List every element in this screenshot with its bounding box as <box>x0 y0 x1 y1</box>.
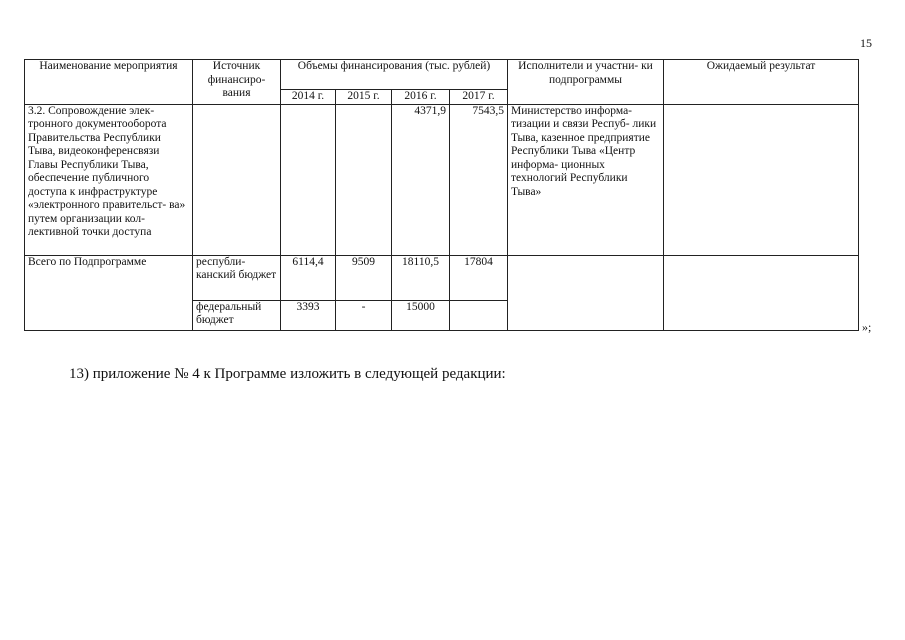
total-federal-2015: - <box>336 300 392 330</box>
total-federal-2014: 3393 <box>281 300 336 330</box>
total-source-regional: республи- канский бюджет <box>193 255 281 300</box>
total-federal-2017 <box>450 300 508 330</box>
total-executors-cell <box>508 255 664 330</box>
measure-source-cell <box>193 104 281 255</box>
measure-executors-cell: Министерство информа- тизации и связи Респуб- лики Тыва, казенное предприятие Республики Тыва «Центр информа- ционных технологий Республики Тыва» <box>508 104 664 255</box>
header-executors: Исполнители и участни- ки подпрограммы <box>508 60 664 105</box>
measure-result-cell <box>664 104 859 255</box>
total-source-federal: федеральный бюджет <box>193 300 281 330</box>
measure-name-cell: 3.2. Сопровождение элек- тронного документооборота Правительства Республики Тыва, видеоконференсвязи Главы Республики Тыва, обеспечение публичного доступа к инфраструктуре «электронного правительст- ва» путем организации кол- лективной точки доступа <box>25 104 193 255</box>
measure-value-2017: 7543,5 <box>450 104 508 255</box>
table-row <box>25 255 859 300</box>
measure-value-2015 <box>336 104 392 255</box>
total-result-cell <box>664 255 859 330</box>
header-funding-volume: Объемы финансирования (тыс. рублей) <box>281 60 508 90</box>
header-measure-name: Наименование мероприятия <box>25 60 193 105</box>
total-regional-2015: 9509 <box>336 255 392 300</box>
page-number: 15 <box>860 36 872 50</box>
instruction-paragraph: 13) приложение № 4 к Программе изложить в следующей редакции: <box>69 366 506 382</box>
header-year-2015: 2015 г. <box>336 90 392 105</box>
measure-value-2016: 4371,9 <box>392 104 450 255</box>
total-label-cell: Всего по Подпрограмме <box>25 255 193 330</box>
header-year-2014: 2014 г. <box>281 90 336 105</box>
total-regional-2016: 18110,5 <box>392 255 450 300</box>
closing-quote-mark: »; <box>862 320 872 334</box>
header-expected-result: Ожидаемый результат <box>664 60 859 105</box>
table-row <box>25 104 859 255</box>
total-federal-2016: 15000 <box>392 300 450 330</box>
total-regional-2017: 17804 <box>450 255 508 300</box>
measure-value-2014 <box>281 104 336 255</box>
header-funding-source: Источник финансиро- вания <box>193 60 281 105</box>
financing-table <box>24 59 859 331</box>
header-year-2016: 2016 г. <box>392 90 450 105</box>
header-year-2017: 2017 г. <box>450 90 508 105</box>
total-regional-2014: 6114,4 <box>281 255 336 300</box>
